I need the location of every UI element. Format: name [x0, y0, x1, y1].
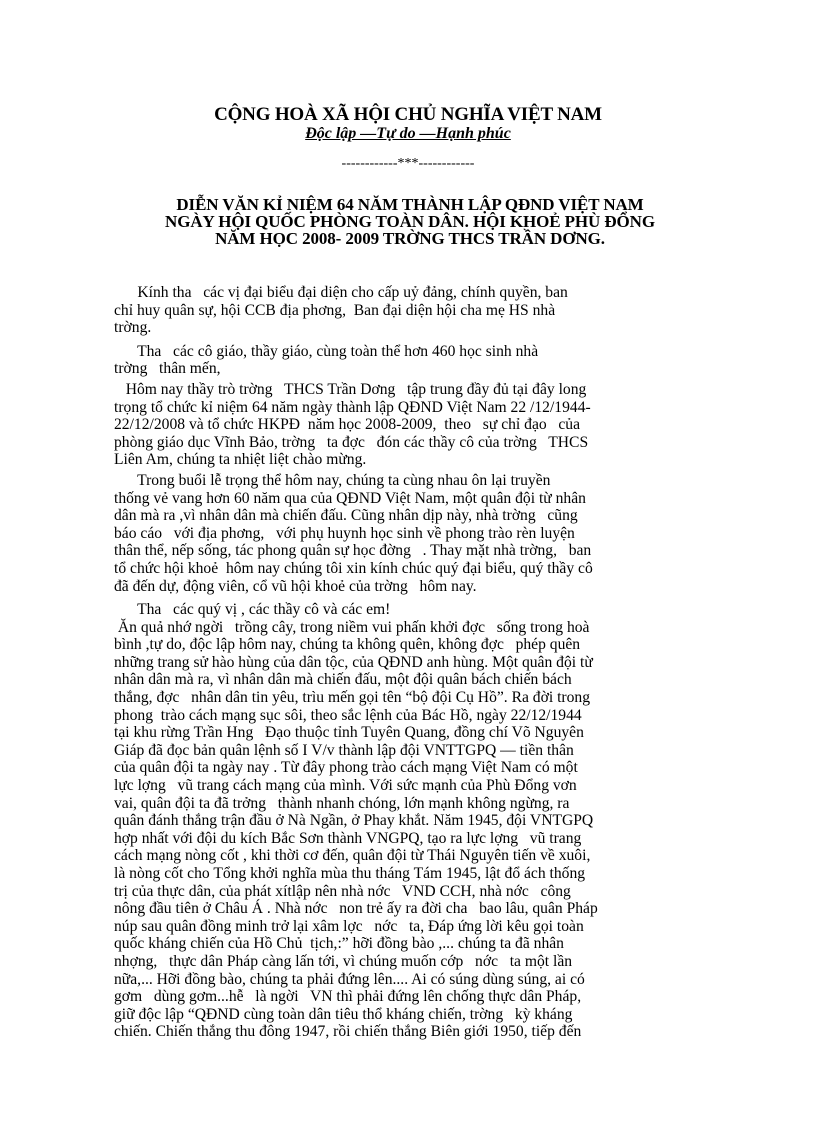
speech-title	[100, 196, 720, 247]
paragraph-line: thống vẻ vang hơn 60 năm qua của QĐND Việt Nam, một quân đội từ nhân	[114, 489, 586, 507]
paragraph-line: chỉ huy quân sự, hội CCB địa phơng, Ban đại diện hội cha mẹ HS nhà	[114, 301, 556, 319]
speech-title-line: DIỄN VĂN KỈ NIỆM 64 NĂM THÀNH LẬP QĐND VIỆT NAM	[176, 195, 644, 214]
paragraph-line: chiến. Chiến thắng thu đông 1947, rồi chiến thắng Biên giới 1950, tiếp đến	[114, 1023, 582, 1041]
paragraph-line: Giáp đã đọc bản quân lệnh số I V/v thành lập đội VNTTGPQ — tiền thân	[114, 741, 574, 759]
paragraph-line: của quân đội ta ngày nay . Từ đây phong trào cách mạng Việt Nam có một	[114, 759, 578, 777]
paragraph-line: Trong buổi lễ trọng thể hôm nay, chúng ta cùng nhau ôn lại truyền	[114, 471, 551, 489]
paragraph-line: đã đến dự, động viên, cổ vũ hội khoẻ của trờng hôm nay.	[114, 577, 477, 595]
speech-body	[114, 284, 726, 1041]
paragraph-line: Tha các cô giáo, thầy giáo, cùng toàn thể hơn 460 học sinh nhà	[114, 342, 539, 360]
paragraph	[114, 601, 726, 1041]
paragraph	[114, 472, 726, 595]
divider: ------------***------------	[341, 156, 475, 171]
paragraph-line: là nòng cốt cho Tổng khởi nghĩa mùa thu tháng Tám 1945, lật đổ ách thống	[114, 865, 586, 882]
paragraph-line: báo cáo với địa phơng, với phụ huynh học sinh về phong trào rèn luyện	[114, 524, 575, 542]
speech-title-line: NGÀY HỘI QUỐC PHÒNG TOÀN DÂN. HỘI KHOẺ PHÙ ĐỔNG	[165, 212, 655, 231]
paragraph	[114, 284, 726, 337]
paragraph-line: núp sau quân đồng minh trở lại xâm lợc nớc ta, Đáp ứng lời kêu gọi toàn	[114, 917, 584, 935]
paragraph-line: Tha các quý vị , các thầy cô và các em!	[114, 601, 391, 619]
paragraph-line: 22/12/2008 và tổ chức HKPĐ năm học 2008-2009, theo sự chỉ đạo của	[114, 416, 581, 434]
paragraph-line: tổ chức hội khoẻ hôm nay chúng tôi xin kính chúc quý đại biểu, quý thầy cô	[114, 559, 593, 577]
paragraph-line: quốc kháng chiến của Hồ Chủ tịch,:” hỡi đồng bào ,... chúng ta đã nhân	[114, 935, 564, 953]
paragraph-line: thắng, đợc nhân dân tin yêu, trìu mến gọi tên “bộ đội Cụ Hồ”. Ra đời trong	[114, 689, 590, 707]
paragraph-line: nông đầu tiên ở Châu Á . Nhà nớc non trẻ ấy ra đời cha bao lâu, quân Pháp	[114, 900, 598, 918]
paragraph-line: phong trào cách mạng sục sôi, theo sắc lệnh của Bác Hồ, ngày 22/12/1944	[114, 706, 582, 724]
paragraph-line: quân đánh thắng trận đầu ở Nà Ngần, ở Phay khắt. Năm 1945, đội VNTGPQ	[114, 812, 594, 830]
paragraph-line: gơm dùng gơm...hễ là ngời VN thì phải đứng lên chống thực dân Pháp,	[114, 988, 582, 1006]
paragraph-line: trờng thân mến,	[114, 360, 221, 378]
paragraph-line: tại khu rừng Trần Hng Đạo thuộc tỉnh Tuyên Quang, đồng chí Võ Nguyên	[114, 724, 584, 742]
paragraph-line: Liên Am, chúng ta nhiệt liệt chào mừng.	[114, 451, 367, 469]
national-motto: Độc lập —Tự do —Hạnh phúc	[305, 125, 511, 142]
paragraph-line: giữ độc lập “QĐND cùng toàn dân tiêu thổ kháng chiến, trờng kỳ kháng	[114, 1005, 573, 1023]
paragraph-line: hợp nhất với đội du kích Bắc Sơn thành VNGPQ, tạo ra lực lợng vũ trang	[114, 829, 582, 847]
paragraph-line: những trang sử hào hùng của dân tộc, của QĐND anh hùng. Một quân đội từ	[114, 653, 593, 671]
paragraph-line: bình ,tự do, độc lập hôm nay, chúng ta không quên, không đợc phép quên	[114, 636, 581, 654]
paragraph-line: cách mạng nòng cốt , khi thời cơ đến, quân đội từ Thái Nguyên tiến về xuôi,	[114, 847, 591, 865]
speech-title-line: NĂM HỌC 2008- 2009 TRỜNG THCS TRẦN DƠNG.	[215, 229, 605, 248]
paragraph-line: Hôm nay thầy trò trờng THCS Trần Dơng tập trung đầy đủ tại đây long	[114, 380, 587, 398]
national-title: CỘNG HOÀ XÃ HỘI CHỦ NGHĨA VIỆT NAM	[214, 104, 602, 125]
paragraph-line: Ăn quả nhớ ngời trồng cây, trong niềm vui phấn khởi đợc sống trong hoà	[114, 618, 590, 636]
paragraph-line: lực lợng vũ trang cách mạng của mình. Với sức mạnh của Phù Đổng vơn	[114, 777, 577, 795]
paragraph-line: Kính tha các vị đại biểu đại diện cho cấp uỷ đảng, chính quyền, ban	[114, 284, 568, 301]
paragraph	[114, 343, 726, 378]
paragraph-line: vai, quân đội ta đã trởng thành nhanh chóng, lớn mạnh không ngừng, ra	[114, 794, 570, 812]
paragraph-line: thân thể, nếp sống, tác phong quân sự học đờng . Thay mặt nhà trờng, ban	[114, 542, 592, 560]
paragraph-line: phòng giáo dục Vĩnh Bảo, trờng ta đợc đón các thầy cô của trờng THCS	[114, 433, 589, 451]
paragraph-line: trọng tổ chức kỉ niệm 64 năm ngày thành lập QĐND Việt Nam 22 /12/1944-	[114, 398, 591, 416]
paragraph-line: trờng.	[114, 319, 152, 337]
paragraph-line: nhợng, thực dân Pháp càng lấn tới, vì chúng muốn cớp nớc ta một lần	[114, 952, 573, 970]
paragraph-line: nữa,... Hỡi đồng bào, chúng ta phải đứng lên.... Ai có súng dùng súng, ai có	[114, 970, 585, 988]
paragraph	[114, 381, 726, 469]
paragraph-line: dân mà ra ,vì nhân dân mà chiến đấu. Cũng nhân dịp này, nhà trờng cũng	[114, 507, 578, 525]
paragraph-line: nhân dân mà ra, vì nhân dân mà chiến đấu, một đội quân bách chiến bách	[114, 671, 572, 689]
paragraph-line: trị của thực dân, của phát xítlập nên nhà nớc VND CCH, nhà nớc công	[114, 882, 571, 900]
